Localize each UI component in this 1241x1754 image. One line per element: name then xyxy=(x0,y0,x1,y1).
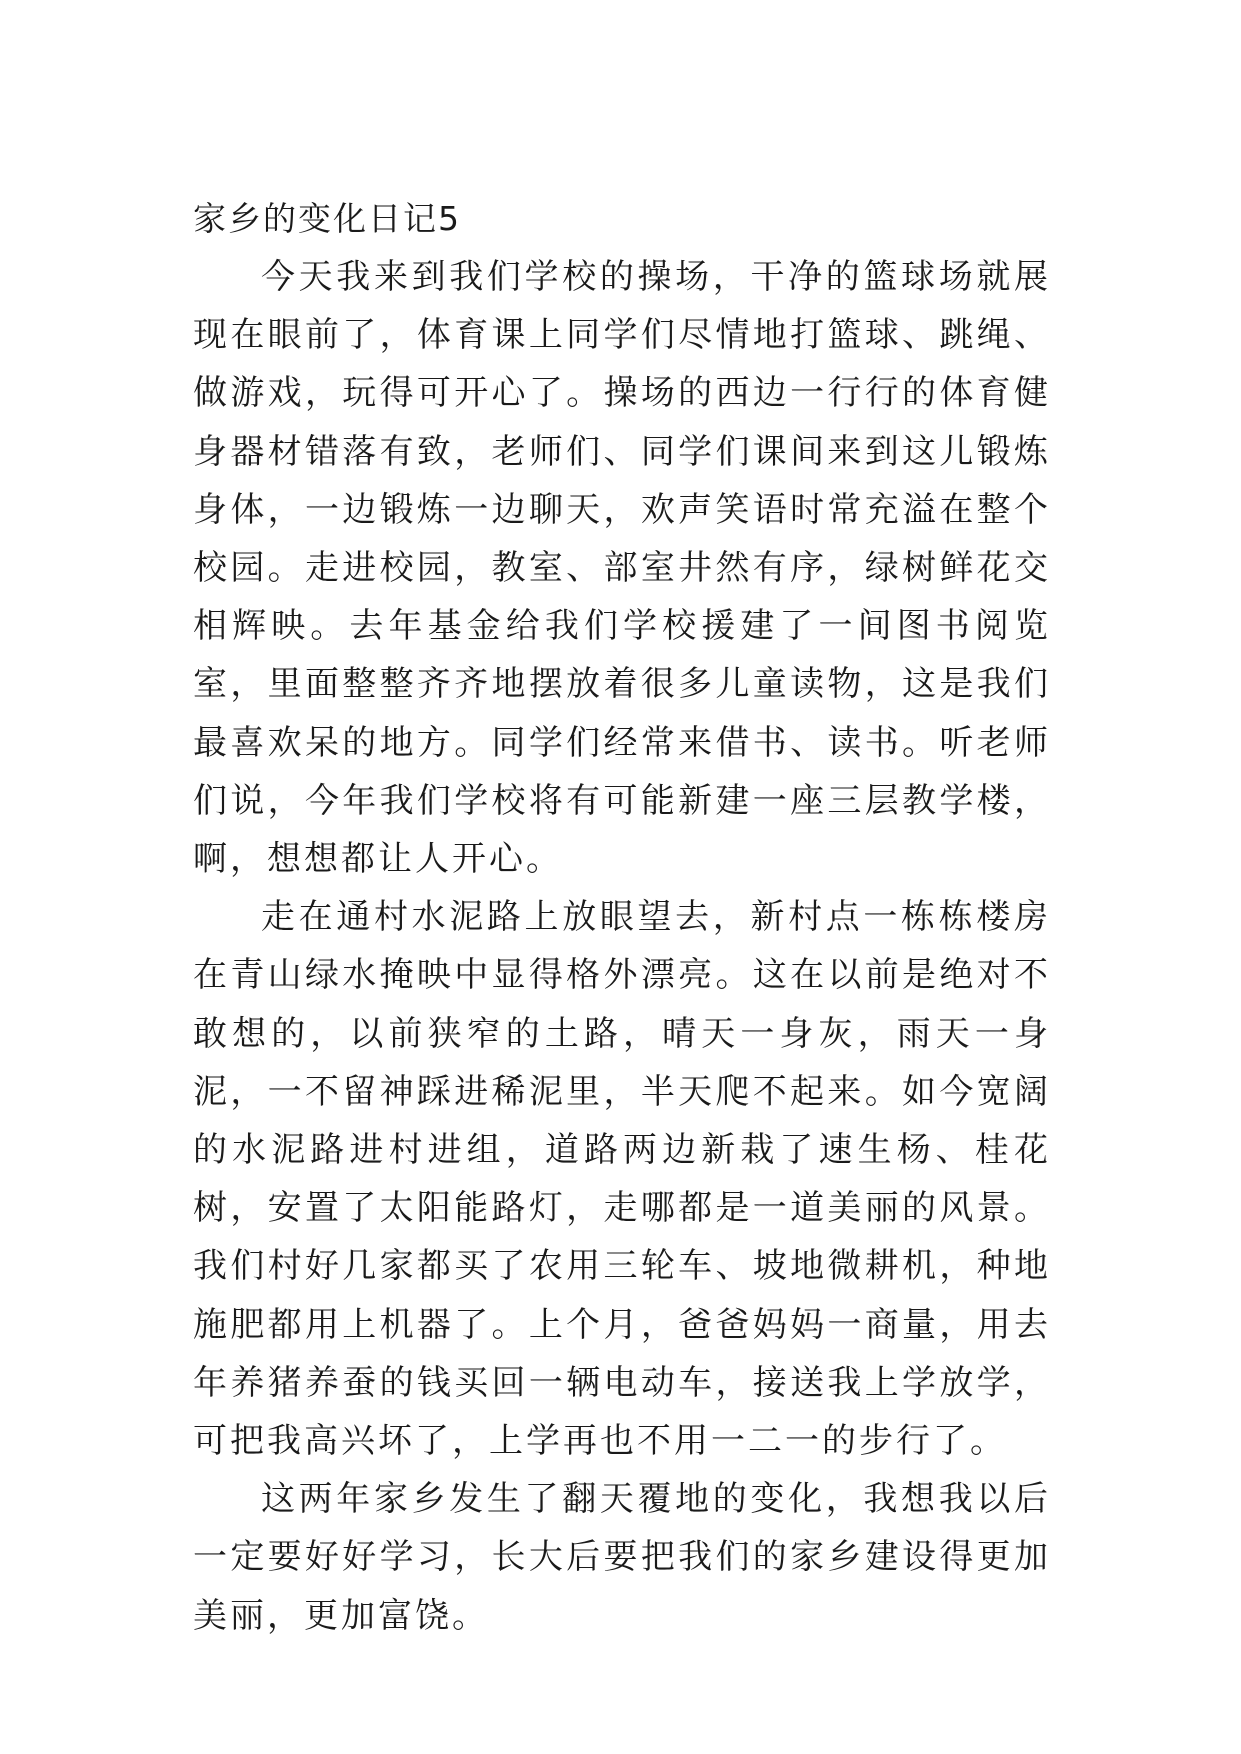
paragraph-conclusion: 这两年家乡发生了翻天覆地的变化，我想我以后一定要好好学习，长大后要把我们的家乡建设得更加美丽，更加富饶。 xyxy=(193,1479,1051,1636)
document-title: 家乡的变化日记5 xyxy=(193,199,461,238)
paragraph-village-road: 走在通村水泥路上放眼望去，新村点一栋栋楼房在青山绿水掩映中显得格外漂亮。这在以前是绝对不敢想的，以前狭窄的土路，晴天一身灰，雨天一身泥，一不留神踩进稀泥里，半天爬不起来。如今宽阔的水泥路进村进组，道路两边新栽了速生杨、桂花树，安置了太阳能路灯，走哪都是一道美丽的风景。我们村好几家都买了农用三轮车、坡地微耕机，种地施肥都用上机器了。上个月，爸爸妈妈一商量，用去年养猪养蚕的钱买回一辆电动车，接送我上学放学，可把我高兴坏了，上学再也不用一二一的步行了。 xyxy=(193,897,1051,1462)
document-body xyxy=(193,190,1051,1645)
paragraph-school: 今天我来到我们学校的操场，干净的篮球场就展现在眼前了，体育课上同学们尽情地打篮球、跳绳、做游戏，玩得可开心了。操场的西边一行行的体育健身器材错落有致，老师们、同学们课间来到这儿锻炼身体，一边锻炼一边聊天，欢声笑语时常充溢在整个校园。走进校园，教室、部室井然有序，绿树鲜花交相辉映。去年基金给我们学校援建了一间图书阅览室，里面整整齐齐地摆放着很多儿童读物，这是我们最喜欢呆的地方。同学们经常来借书、读书。听老师们说，今年我们学校将有可能新建一座三层教学楼，啊，想想都让人开心。 xyxy=(193,257,1051,880)
